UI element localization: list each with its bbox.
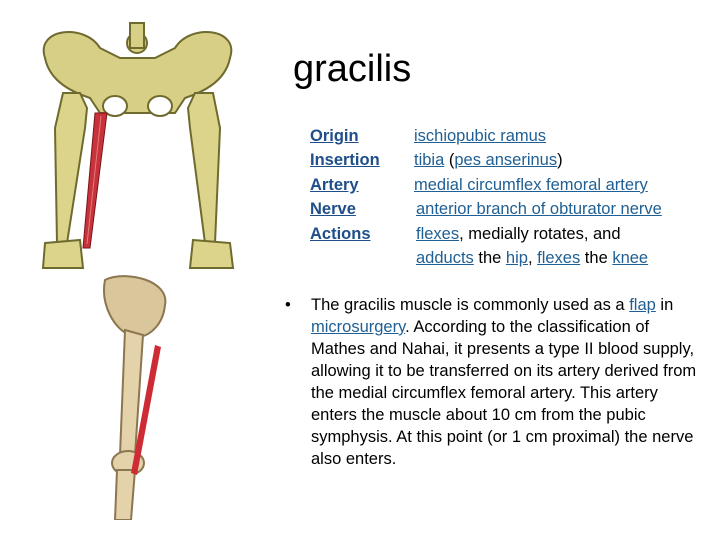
actions-text-3: , [527,248,538,267]
pelvis-femur-anatomy-image [25,18,250,273]
knee-link[interactable]: knee [612,248,649,267]
flexes-knee-link[interactable]: flexes [537,248,581,267]
leg-anatomy-image [95,275,260,520]
origin-label[interactable]: Origin [310,127,359,145]
description-text-1: The gracilis muscle is commonly used as a [311,296,630,314]
description-text-3: . According to the classification of Mathes and Nahai, it presents a type II blood supply, allowing it to be transferred on its artery derived from the medial circumflex femoral artery. This artery enters the muscle about 10 cm from the pubic symphysis. At this point (or 1 cm proximal) the nerve also enters. [311,318,697,468]
nerve-label[interactable]: Nerve [310,200,356,219]
actions-value-line-2 [416,246,648,270]
pes-anserinus-link[interactable]: pes anserinus [454,151,558,170]
actions-value-line-1 [416,222,621,246]
adducts-link[interactable]: adducts [416,248,474,267]
actions-text-1: , medially rotates, and [459,224,621,243]
microsurgery-link[interactable]: microsurgery [311,318,406,336]
insertion-label[interactable]: Insertion [310,151,380,170]
insertion-text-1: ( [444,151,455,170]
nerve-value-link[interactable]: anterior branch of obturator nerve [416,200,662,219]
bullet-symbol: • [285,296,291,314]
insertion-text-2: ) [557,151,563,170]
description-text [311,294,705,470]
page-title: gracilis [293,48,412,90]
actions-text-4: the [580,248,613,267]
insertion-value [414,148,563,172]
description-bullet [285,294,705,470]
tibia-link[interactable]: tibia [414,151,445,170]
flexes-hip-link[interactable]: flexes [416,224,460,243]
artery-label[interactable]: Artery [310,175,359,194]
actions-label[interactable]: Actions [310,224,371,243]
artery-value-link[interactable]: medial circumflex femoral artery [414,175,648,194]
hip-link[interactable]: hip [505,248,528,267]
origin-value-link[interactable]: ischiopubic ramus [414,127,547,145]
actions-text-2: the [473,248,506,267]
description-text-2: in [655,296,674,314]
flap-link[interactable]: flap [629,296,656,314]
